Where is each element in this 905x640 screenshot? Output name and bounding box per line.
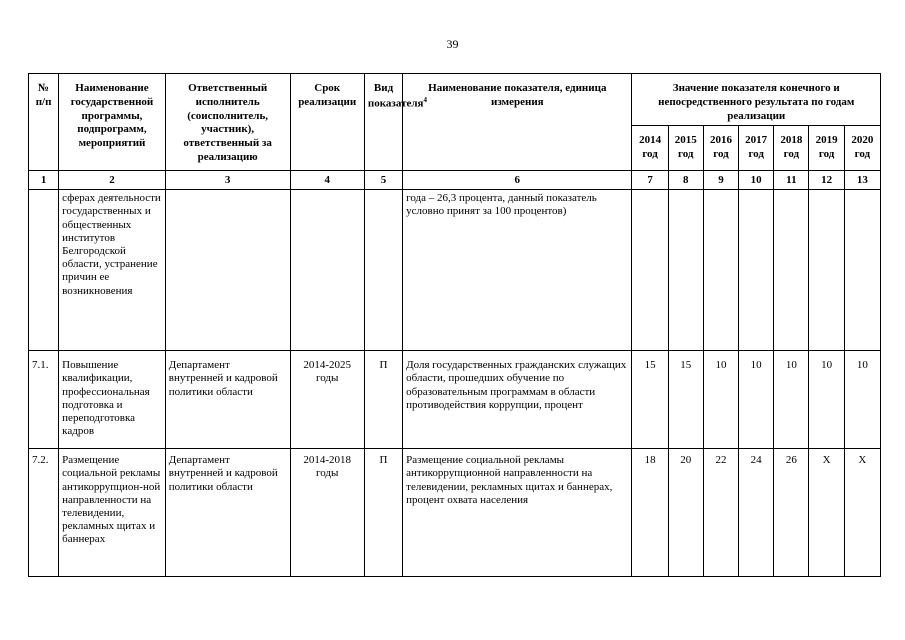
row-value: 10 [739,351,774,449]
header-year: 2020 год [844,126,880,171]
row-number [29,190,59,351]
row-indicator: года – 26,3 процента, данный показатель условно принят за 100 процентов) [403,190,632,351]
header-row [29,74,881,126]
column-number: 8 [668,171,703,190]
row-kind [364,190,402,351]
row-value: 22 [703,449,738,577]
indicators-table [28,73,881,577]
header-values-group: Значение показателя конечного и непосредственного результата по годам реализации [632,74,881,126]
footnote-ref: 4 [423,95,427,104]
column-number: 6 [403,171,632,190]
row-value: 10 [703,351,738,449]
row-value [668,190,703,351]
header-year: 2014 год [632,126,668,171]
row-program-name: сферах деятельности государственных и общественных институтов Белгородской области, устранение причин ее возникновения [59,190,166,351]
header-executor: Ответственный исполнитель (соисполнитель, участник), ответственный за реализацию [165,74,290,171]
row-executor: Департамент внутренней и кадровой политики области [165,351,290,449]
header-num: № п/п [29,74,59,171]
header-year: 2016 год [703,126,738,171]
table-row [29,449,881,577]
row-value [844,190,880,351]
row-value: 26 [774,449,809,577]
header-year: 2015 год [668,126,703,171]
column-number: 13 [844,171,880,190]
column-number: 1 [29,171,59,190]
column-number: 5 [364,171,402,190]
row-number: 7.2. [29,449,59,577]
row-indicator: Доля государственных гражданских служащих области, прошедших обучение по образовательным программам в области противодействия коррупции, процент [403,351,632,449]
row-indicator: Размещение социальной рекламы антикоррупционной направленности на телевидении, рекламных щитах и баннерах, процент охвата населения [403,449,632,577]
header-program-name: Наименование государственной программы, подпрограмм, мероприятий [59,74,166,171]
header-indicator-kind [364,74,427,171]
row-kind: П [364,351,402,449]
header-year: 2018 год [774,126,809,171]
column-number: 11 [774,171,809,190]
column-number: 2 [59,171,166,190]
table-row [29,351,881,449]
column-number: 9 [703,171,738,190]
row-period [290,190,364,351]
row-program-name: Размещение социальной рекламы антикоррупцион-ной направленности на телевидении, рекламных щитах и баннерах [59,449,166,577]
row-period: 2014-2018 годы [290,449,364,577]
header-indicator-kind-label: Вид показателя [367,82,424,110]
row-value: 15 [632,351,668,449]
row-executor: Департамент внутренней и кадровой политики области [165,449,290,577]
header-year: 2019 год [809,126,844,171]
row-value: 15 [668,351,703,449]
column-number: 10 [739,171,774,190]
column-number: 7 [632,171,668,190]
header-period: Срок реализации [290,74,364,171]
row-value: 10 [844,351,880,449]
row-value: 10 [774,351,809,449]
row-value: Х [809,449,844,577]
row-value: 10 [809,351,844,449]
table-row [29,190,881,351]
row-value: 18 [632,449,668,577]
row-executor [165,190,290,351]
row-value [632,190,668,351]
row-period: 2014-2025 годы [290,351,364,449]
row-value [739,190,774,351]
column-number: 4 [290,171,364,190]
header-indicator-name: Наименование показателя, единица измерения [403,74,632,171]
row-value: 24 [739,449,774,577]
row-value [703,190,738,351]
row-value [809,190,844,351]
column-numbers-row [29,171,881,190]
row-kind: П [364,449,402,577]
row-program-name: Повышение квалификации, профессиональная подготовка и переподготовка кадров [59,351,166,449]
column-number: 12 [809,171,844,190]
header-year: 2017 год [739,126,774,171]
row-value [774,190,809,351]
row-number: 7.1. [29,351,59,449]
page-number: 39 [446,37,459,51]
row-value: 20 [668,449,703,577]
row-value: Х [844,449,880,577]
column-number: 3 [165,171,290,190]
